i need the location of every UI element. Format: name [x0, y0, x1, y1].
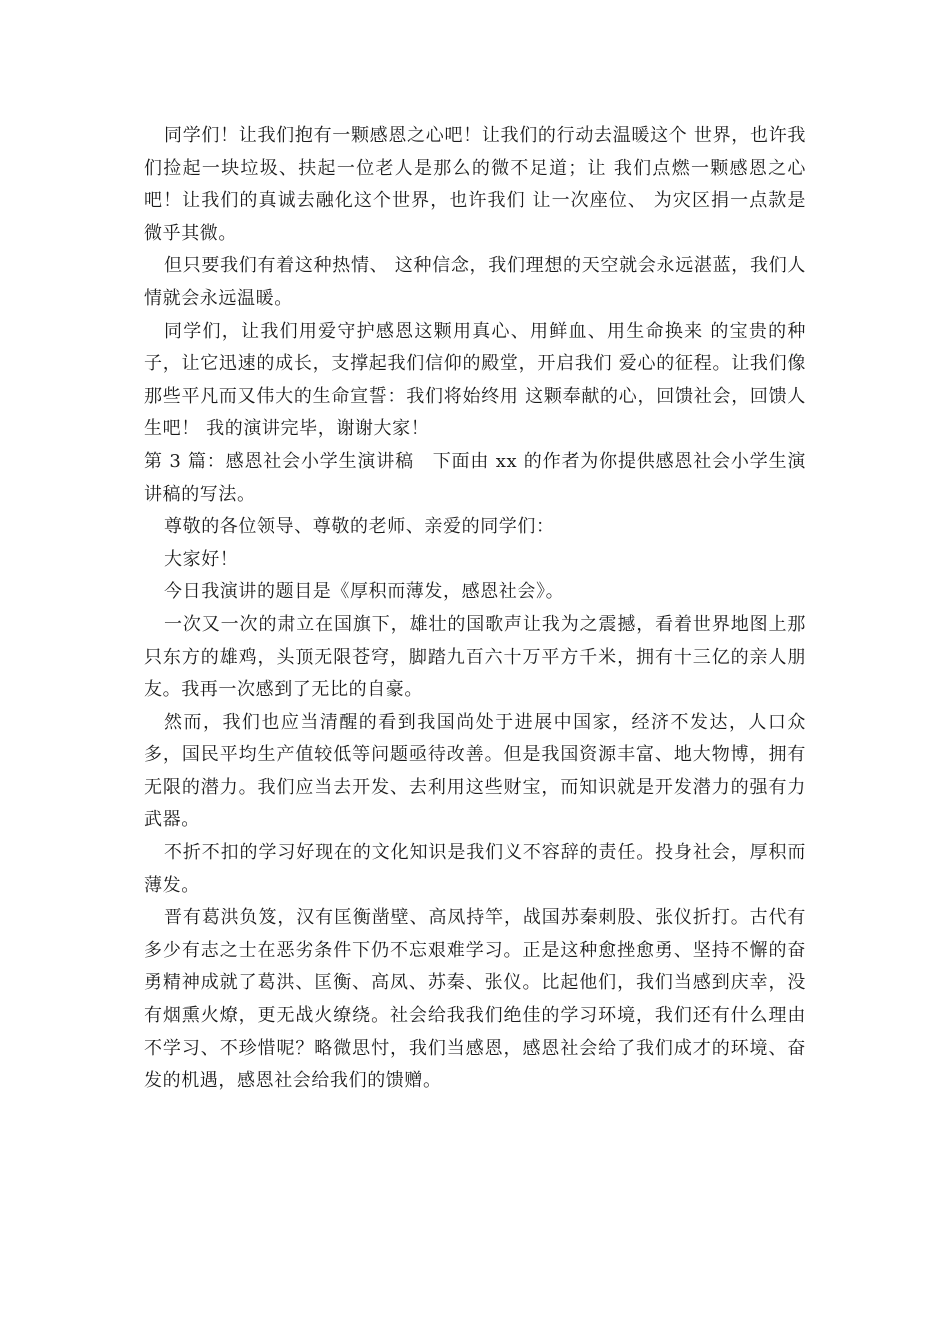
paragraph-greeting: 大家好！: [164, 548, 239, 570]
paragraph-salutation: 尊敬的各位领导、尊敬的老师、亲爱的同学们：: [164, 516, 555, 538]
section-heading-part-3: 第 3 篇：感恩社会小学生演讲稿 下面由 xx 的作者为你提供感恩社会小学生演讲稿的写法。: [144, 450, 806, 505]
paragraph-developing-country: 然而，我们也应当清醒的看到我国尚处于进展中国家，经济不发达，人口众多，国民平均生产值较低等问题亟待改善。但是我国资源丰富、地大物博，拥有无限的潜力。我们应当去开发、去利用这些财宝，而知识就是开发潜力的强有力武器。: [144, 711, 806, 831]
paragraph-study-duty: 不折不扣的学习好现在的文化知识是我们义不容辞的责任。投身社会，厚积而薄发。: [144, 842, 806, 896]
document-page: [144, 120, 806, 1098]
paragraph-closing-pledge: 同学们，让我们用爱守护感恩这颗用真心、用鲜血、用生命换来 的宝贵的种子，让它迅速的成长，支撑起我们信仰的殿堂，开启我们 爱心的征程。让我们像那些平凡而又伟大的生命宣誓：我们将始终用 这颗奉献的心，回馈社会，回馈人生吧！ 我的演讲完毕，谢谢大家！: [144, 320, 806, 440]
paragraph-gratitude-call: 同学们！让我们抱有一颗感恩之心吧！让我们的行动去温暖这个 世界，也许我们捡起一块垃圾、扶起一位老人是那么的微不足道；让 我们点燃一颗感恩之心吧！让我们的真诚去融化这个世界，也许我们 让一次座位、 为灾区捐一点款是微乎其微。: [144, 125, 806, 244]
paragraph-ancient-scholars: 晋有葛洪负笈，汉有匡衡凿壁、高凤持竿，战国苏秦刺股、张仪折打。古代有多少有志之士在恶劣条件下仍不忘艰难学习。正是这种愈挫愈勇、坚持不懈的奋勇精神成就了葛洪、匡衡、高凤、苏秦、张仪。比起他们，我们当感到庆幸，没有烟熏火燎，更无战火缭绕。社会给我我们绝佳的学习环境，我们还有什么理由不学习、不珍惜呢？略微思忖，我们当感恩，感恩社会给了我们成才的环境、奋发的机遇，感恩社会给我们的馈赠。: [144, 907, 806, 1092]
paragraph-national-flag: 一次又一次的肃立在国旗下，雄壮的国歌声让我为之震撼，看着世界地图上那只东方的雄鸡，头顶无限苍穹，脚踏九百六十万平方千米，拥有十三亿的亲人朋友。我再一次感到了无比的自豪。: [144, 613, 806, 701]
paragraph-passion-belief: 但只要我们有着这种热情、 这种信念，我们理想的天空就会永远湛蓝，我们人情就会永远温暖。: [144, 255, 806, 309]
paragraph-speech-title: 今日我演讲的题目是《厚积而薄发，感恩社会》。: [164, 581, 565, 603]
